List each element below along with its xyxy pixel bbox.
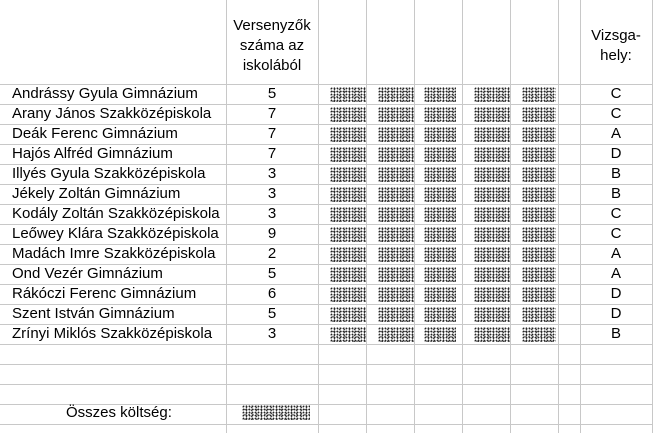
redacted-cell (330, 87, 366, 102)
redacted-cell (474, 307, 510, 322)
redacted-cell (378, 187, 414, 202)
redacted-cell (474, 147, 510, 162)
redacted-cell (330, 187, 366, 202)
venue-header-line-1: Vizsga- (591, 27, 641, 44)
redacted-cell (330, 227, 366, 242)
redacted-cell (474, 287, 510, 302)
competitor-count: 7 (267, 105, 277, 122)
venue-header-line-2: hely: (600, 47, 632, 64)
redacted-cell (330, 147, 366, 162)
count-header-line-3: iskolából (242, 57, 302, 74)
redacted-cell (522, 267, 556, 282)
redacted-cell (522, 147, 556, 162)
redacted-cell (330, 107, 366, 122)
redacted-cell (522, 207, 556, 222)
exam-venue: C (610, 105, 622, 122)
competitor-count: 2 (267, 245, 277, 262)
redacted-cell (378, 247, 414, 262)
exam-venue: C (610, 85, 622, 102)
redacted-cell (378, 227, 414, 242)
redacted-cell (424, 187, 456, 202)
school-name: Szent István Gimnázium (12, 305, 175, 322)
exam-venue: B (610, 325, 621, 342)
grid-column-line (510, 0, 511, 433)
redacted-cell (522, 327, 556, 342)
redacted-cell (522, 107, 556, 122)
redacted-cell (522, 247, 556, 262)
grid-row-line (0, 384, 653, 385)
school-name: Andrássy Gyula Gimnázium (12, 85, 198, 102)
school-name: Ond Vezér Gimnázium (12, 265, 163, 282)
redacted-cell (474, 187, 510, 202)
redacted-cell (378, 147, 414, 162)
grid-column-line (318, 0, 319, 433)
redacted-cell (424, 267, 456, 282)
school-name: Kodály Zoltán Szakközépiskola (12, 205, 220, 222)
total-cost-value-redacted (242, 405, 310, 420)
exam-venue: B (610, 165, 621, 182)
redacted-cell (330, 207, 366, 222)
school-name: Leőwey Klára Szakközépiskola (12, 225, 219, 242)
venue-column-header (580, 26, 652, 66)
exam-venue: C (610, 225, 622, 242)
competitor-count: 9 (267, 225, 277, 242)
redacted-cell (330, 127, 366, 142)
grid-row-line (0, 364, 653, 365)
grid-column-line (366, 0, 367, 433)
redacted-cell (424, 207, 456, 222)
redacted-cell (378, 87, 414, 102)
redacted-cell (424, 227, 456, 242)
exam-venue: B (610, 185, 621, 202)
redacted-cell (522, 227, 556, 242)
redacted-cell (522, 127, 556, 142)
redacted-cell (474, 247, 510, 262)
competitor-count: 3 (267, 205, 277, 222)
redacted-cell (522, 187, 556, 202)
competitor-count: 3 (267, 165, 277, 182)
redacted-cell (330, 287, 366, 302)
total-cost-label: Összes költség: (66, 404, 172, 421)
redacted-cell (424, 147, 456, 162)
grid-row-line (0, 344, 653, 345)
redacted-cell (424, 167, 456, 182)
redacted-cell (474, 167, 510, 182)
redacted-cell (330, 307, 366, 322)
count-column-header (226, 16, 318, 76)
redacted-cell (378, 287, 414, 302)
exam-venue: A (610, 125, 621, 142)
competitor-count: 5 (267, 305, 277, 322)
redacted-cell (522, 287, 556, 302)
grid-column-line (462, 0, 463, 433)
grid-row-line (0, 424, 653, 425)
competitor-count: 5 (267, 85, 277, 102)
redacted-cell (330, 267, 366, 282)
redacted-cell (378, 107, 414, 122)
redacted-cell (424, 327, 456, 342)
redacted-cell (424, 307, 456, 322)
redacted-cell (424, 87, 456, 102)
redacted-cell (330, 167, 366, 182)
redacted-cell (378, 127, 414, 142)
redacted-cell (424, 287, 456, 302)
redacted-cell (378, 307, 414, 322)
redacted-cell (378, 167, 414, 182)
redacted-cell (330, 247, 366, 262)
redacted-cell (424, 247, 456, 262)
school-name: Jékely Zoltán Gimnázium (12, 185, 181, 202)
redacted-cell (522, 307, 556, 322)
exam-venue: D (610, 285, 622, 302)
redacted-cell (424, 107, 456, 122)
competitor-count: 7 (267, 125, 277, 142)
school-name: Hajós Alfréd Gimnázium (12, 145, 173, 162)
redacted-cell (378, 267, 414, 282)
school-name: Illyés Gyula Szakközépiskola (12, 165, 206, 182)
redacted-cell (474, 107, 510, 122)
redacted-cell (474, 207, 510, 222)
redacted-cell (474, 327, 510, 342)
redacted-cell (424, 127, 456, 142)
exam-venue: A (610, 245, 621, 262)
redacted-cell (522, 87, 556, 102)
count-header-line-1: Versenyzők (233, 17, 311, 34)
school-name: Madách Imre Szakközépiskola (12, 245, 216, 262)
redacted-cell (522, 167, 556, 182)
competitor-count: 7 (267, 145, 277, 162)
redacted-cell (474, 127, 510, 142)
exam-venue: D (610, 305, 622, 322)
exam-venue: A (610, 265, 621, 282)
count-header-line-2: száma az (239, 37, 305, 54)
grid-column-line (414, 0, 415, 433)
competitor-count: 3 (267, 185, 277, 202)
grid-column-line (558, 0, 559, 433)
competitor-count: 3 (267, 325, 277, 342)
school-name: Arany János Szakközépiskola (12, 105, 212, 122)
competitor-count: 6 (267, 285, 277, 302)
redacted-cell (474, 87, 510, 102)
redacted-cell (378, 207, 414, 222)
redacted-cell (474, 267, 510, 282)
school-name: Zrínyi Miklós Szakközépiskola (12, 325, 213, 342)
exam-venue: C (610, 205, 622, 222)
competitor-count: 5 (267, 265, 277, 282)
school-name: Rákóczi Ferenc Gimnázium (12, 285, 197, 302)
redacted-cell (474, 227, 510, 242)
exam-venue: D (610, 145, 622, 162)
redacted-cell (378, 327, 414, 342)
school-name: Deák Ferenc Gimnázium (12, 125, 178, 142)
redacted-cell (330, 327, 366, 342)
